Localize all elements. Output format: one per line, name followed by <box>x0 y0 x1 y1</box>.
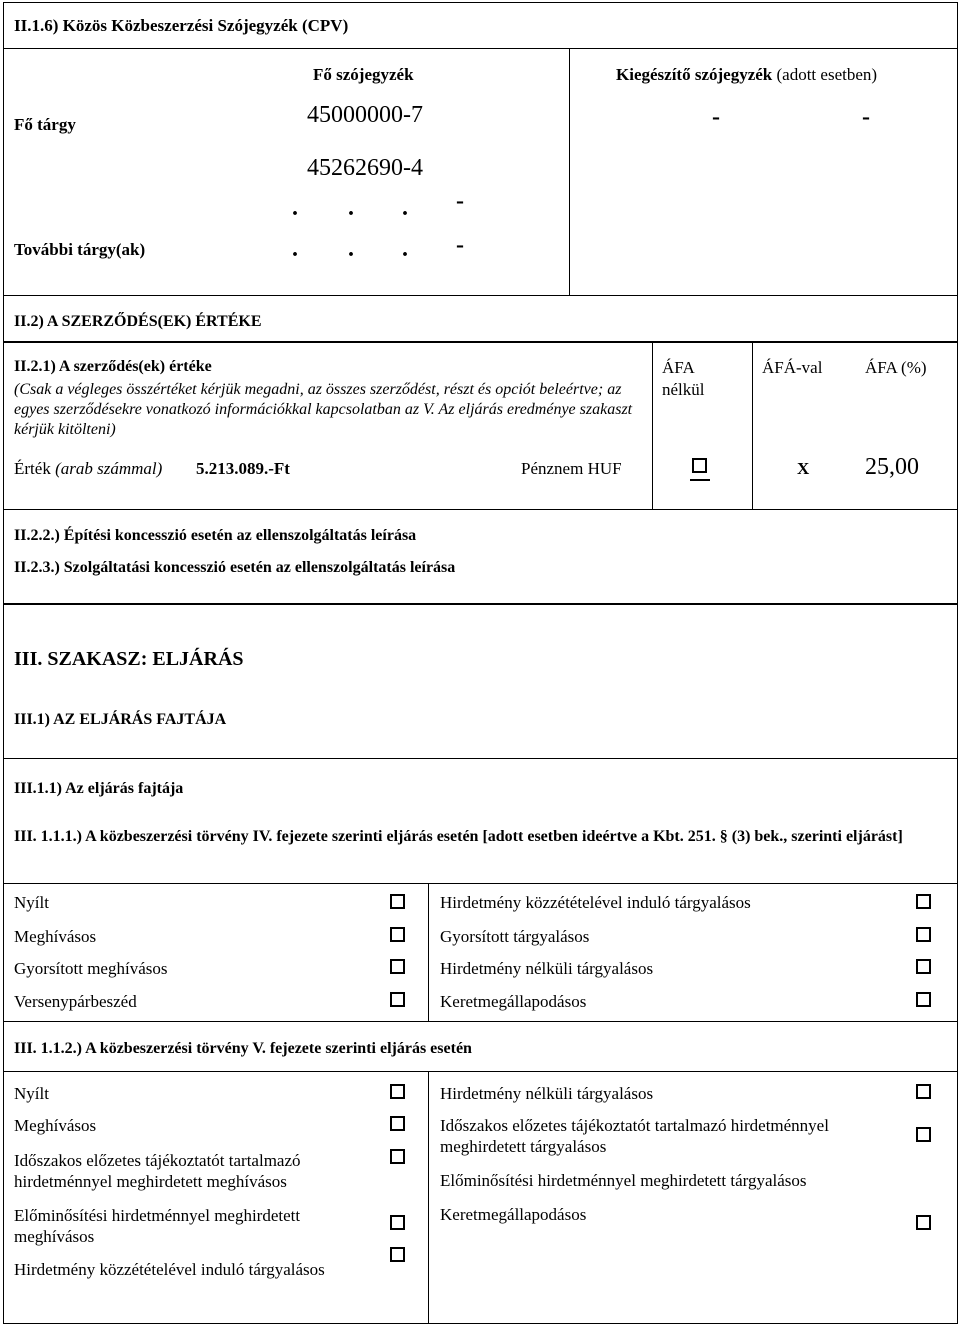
dash-r1: - <box>456 188 464 214</box>
ii22-heading: II.2.2.) Építési koncesszió esetén az ellenszolgáltatás leírása <box>14 527 417 544</box>
v-left-1: Meghívásos <box>14 1116 97 1135</box>
dot-r1c3: . <box>402 195 408 221</box>
value-label-note: (arab számmal) <box>55 459 163 478</box>
value-col-divider-2 <box>752 342 753 509</box>
cpv-table-bottom <box>3 295 958 296</box>
v-left-4: Hirdetmény közzétételével induló tárgyalásos <box>14 1260 325 1279</box>
iii-heading-divider <box>3 758 958 759</box>
iv-left-3-checkbox[interactable] <box>390 992 405 1007</box>
supp-dash-1: - <box>712 104 720 130</box>
iv-right-2: Hirdetmény nélküli tárgyalásos <box>440 959 654 978</box>
afa-percentage: 25,00 <box>865 454 919 480</box>
ii21-note: (Csak a végleges összértéket kérjük megadni, az összes szerződést, részt és opciót beleértve; az egyes szerződésekre vonatkozó információkkal kapcsolatban az V. Az eljárás eredménye szakaszt kérjük kitölteni) <box>14 381 633 438</box>
v-right-3: Keretmegállapodásos <box>440 1205 587 1224</box>
section-iii-heading: III. SZAKASZ: ELJÁRÁS <box>14 648 244 670</box>
dot-r1c2: . <box>348 195 354 221</box>
iv-left-2-checkbox[interactable] <box>390 959 405 974</box>
cpv-col-supp-note: (adott esetben) <box>776 65 878 84</box>
cpv-col-main: Fő szójegyzék <box>313 65 414 84</box>
iv-right-3-checkbox[interactable] <box>916 992 931 1007</box>
value-col-divider <box>652 342 653 509</box>
dot-r1c1: . <box>292 195 298 221</box>
cpv-col-supp-label: Kiegészítő szójegyzék <box>616 65 773 84</box>
cpv-col-divider <box>569 48 570 295</box>
afaval-mark: X <box>797 459 810 478</box>
cpv-heading: II.1.6) Közös Közbeszerzési Szójegyzék (CPV) <box>14 16 349 35</box>
value-label-text: Érték <box>14 459 51 478</box>
iii111-heading: III. 1.1.1.) A közbeszerzési törvény IV. fejezete szerinti eljárás esetén [adott esetben ideértve a Kbt. 251. § (3) bek., szerinti eljárást] <box>14 828 903 845</box>
value-label <box>14 459 162 479</box>
iv-left-0: Nyílt <box>14 893 49 912</box>
afa-without-underline <box>690 479 710 481</box>
iv-left-0-checkbox[interactable] <box>390 894 405 909</box>
iii11-heading: III.1.1) Az eljárás fajtája <box>14 780 184 797</box>
iv-right-0: Hirdetmény közzétételével induló tárgyalásos <box>440 893 751 912</box>
iv-right-1: Gyorsított tárgyalásos <box>440 927 590 946</box>
col-afa-2: nélkül <box>662 380 705 399</box>
iv-right-2-checkbox[interactable] <box>916 959 931 974</box>
dash-r2: - <box>456 232 464 258</box>
iv-left-1: Meghívásos <box>14 927 97 946</box>
dot-r2c1: . <box>292 236 298 262</box>
section-ii2-heading: II.2) A SZERZŐDÉS(EK) ÉRTÉKE <box>14 313 262 330</box>
iv-col-divider <box>428 883 429 1021</box>
v-right-3-checkbox[interactable] <box>916 1215 931 1230</box>
col-afa: ÁFA <box>662 358 695 377</box>
v-right-0: Hirdetmény nélküli tárgyalásos <box>440 1084 654 1103</box>
supp-dash-2: - <box>862 104 870 130</box>
v-left-3-checkbox[interactable] <box>390 1215 405 1230</box>
v-col-divider <box>428 1071 429 1324</box>
section-iii1-heading: III.1) AZ ELJÁRÁS FAJTÁJA <box>14 711 227 728</box>
additional-subject-label: További tárgy(ak) <box>14 240 146 259</box>
v-right-0-checkbox[interactable] <box>916 1084 931 1099</box>
v-right-1: Időszakos előzetes tájékoztatót tartalmazó hirdetménnyel meghirdetett tárgyalásos <box>440 1116 829 1156</box>
iv-left-3: Versenypárbeszéd <box>14 992 137 1011</box>
currency-label: Pénznem HUF <box>521 459 622 478</box>
col-afa-pct: ÁFA (%) <box>865 358 927 377</box>
v-left-2: Időszakos előzetes tájékoztatót tartalmazó hirdetménnyel meghirdetett meghívásos <box>14 1151 301 1191</box>
v-left-0: Nyílt <box>14 1084 49 1103</box>
v-right-1-checkbox[interactable] <box>916 1127 931 1142</box>
iv-table-bottom <box>3 1021 958 1022</box>
additional-cpv-code: 45262690-4 <box>307 155 423 181</box>
iv-right-3: Keretmegállapodásos <box>440 992 587 1011</box>
v-left-4-checkbox[interactable] <box>390 1247 405 1262</box>
iv-right-1-checkbox[interactable] <box>916 927 931 942</box>
ii21-heading: II.2.1) A szerződés(ek) értéke <box>14 358 212 375</box>
iv-left-2: Gyorsított meghívásos <box>14 959 168 978</box>
iii112-heading: III. 1.1.2.) A közbeszerzési törvény V. fejezete szerinti eljárás esetén <box>14 1040 472 1057</box>
dot-r2c3: . <box>402 236 408 262</box>
main-subject-label: Fő tárgy <box>14 115 76 134</box>
cpv-heading-divider <box>3 48 958 49</box>
afa-without-checkbox[interactable] <box>692 458 707 473</box>
iv-right-0-checkbox[interactable] <box>916 894 931 909</box>
v-left-3: Előminősítési hirdetménnyel meghirdetett meghívásos <box>14 1206 301 1246</box>
iv-table-top <box>3 883 958 884</box>
v-table-top <box>3 1071 958 1072</box>
v-left-0-checkbox[interactable] <box>390 1084 405 1099</box>
v-left-2-checkbox[interactable] <box>390 1149 405 1164</box>
v-left-1-checkbox[interactable] <box>390 1116 405 1131</box>
col-afaval: ÁFÁ-val <box>762 358 823 377</box>
cpv-box <box>3 2 958 342</box>
dot-r2c2: . <box>348 236 354 262</box>
iv-left-1-checkbox[interactable] <box>390 927 405 942</box>
main-cpv-code: 45000000-7 <box>307 102 423 128</box>
v-right-2: Előminősítési hirdetménnyel meghirdetett tárgyalásos <box>440 1171 807 1190</box>
value-row-bottom <box>3 509 958 510</box>
contract-value: 5.213.089.-Ft <box>196 459 290 478</box>
ii23-heading: II.2.3.) Szolgáltatási koncesszió esetén az ellenszolgáltatás leírása <box>14 559 456 576</box>
cpv-col-supp <box>616 65 877 85</box>
